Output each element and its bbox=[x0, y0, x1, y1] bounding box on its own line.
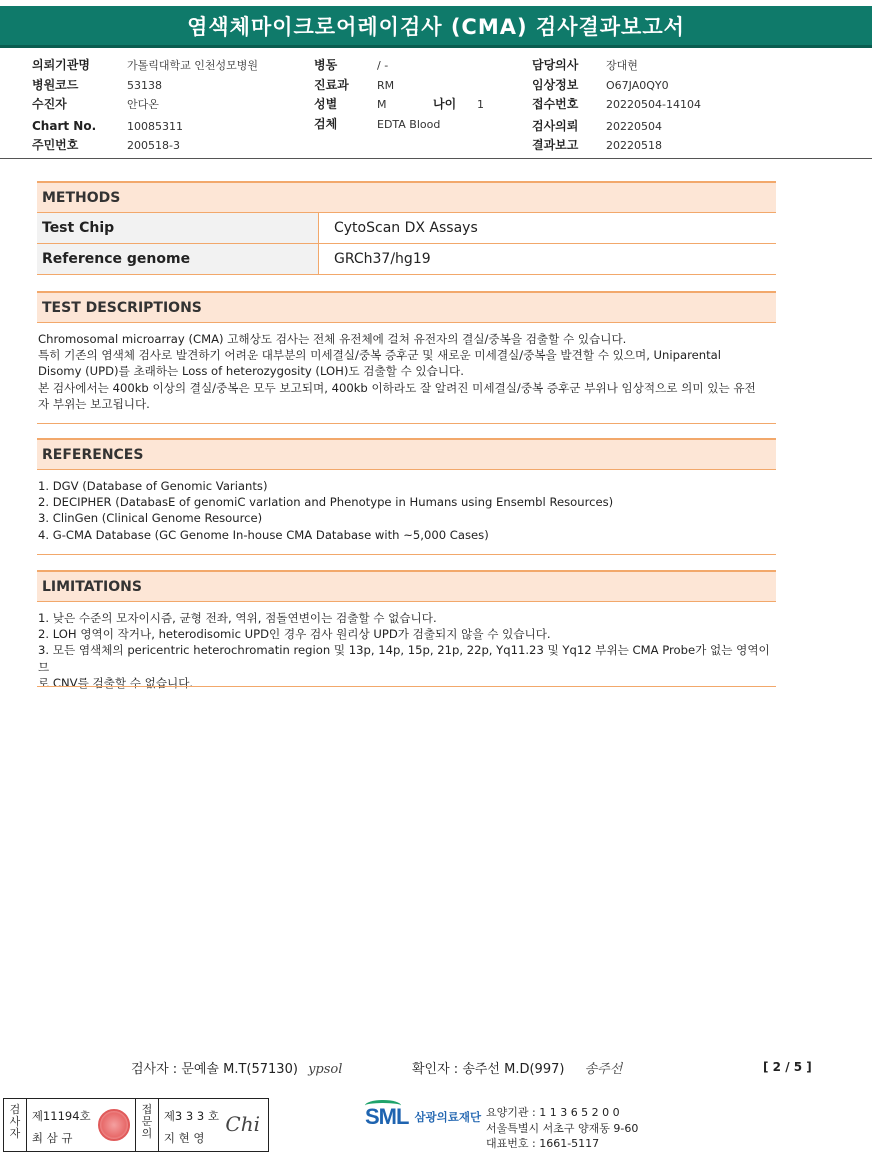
test-descriptions-heading: TEST DESCRIPTIONS bbox=[37, 291, 776, 323]
field-label: 병원코드 bbox=[32, 77, 79, 92]
vertical-char: 검 bbox=[9, 1103, 21, 1116]
tester-signature: ypsol bbox=[308, 1062, 343, 1077]
section-divider bbox=[37, 423, 776, 424]
cert-name: 최 삼 규 bbox=[31, 1131, 73, 1145]
field-label: 결과보고 bbox=[532, 138, 579, 152]
section-divider bbox=[37, 686, 776, 687]
field-value: 53138 bbox=[127, 78, 162, 92]
header-row bbox=[32, 95, 258, 115]
paragraph-line: 특히 기존의 염색체 검사로 발견하기 어려운 대부분의 미세결실/중복 증후군 및 새로운 미세결실/중복을 발견할 수 있으며, Uniparental bbox=[38, 348, 721, 363]
header-mid bbox=[314, 56, 533, 134]
methods-row-reference-genome bbox=[37, 244, 776, 275]
tester-cert-cell bbox=[27, 1099, 136, 1151]
field-label: 주민번호 bbox=[32, 138, 79, 152]
sml-logo-mark: SML bbox=[365, 1104, 409, 1129]
field-label: 성별 bbox=[314, 97, 338, 111]
limitations-list bbox=[38, 610, 776, 691]
sml-logo-name: 삼광의료재단 bbox=[414, 1110, 482, 1124]
references-list bbox=[38, 478, 776, 543]
list-item: 2. LOH 영역이 작거나, heterodisomic UPD인 경우 검사 원리상 UPD가 검출되지 않을 수 있습니다. bbox=[38, 627, 551, 642]
field-label: 의뢰기관명 bbox=[32, 58, 90, 72]
paragraph-line: 본 검사에서는 400kb 이상의 결실/중복은 모두 보고되며, 400kb 이하라도 잘 알려진 미세결실/중복 증후군 부위나 임상적으로 의미 있는 유전 bbox=[38, 380, 756, 395]
field-value: 20220504-14104 bbox=[606, 98, 701, 111]
header-right bbox=[532, 56, 701, 156]
list-item: 1. 낮은 수준의 모자이시즘, 균형 전좌, 역위, 점돌연변이는 검출할 수 없습니다. bbox=[38, 611, 437, 625]
test-descriptions-body bbox=[38, 331, 776, 412]
header-row bbox=[314, 56, 533, 76]
info-line: 대표번호 : 1661-5117 bbox=[486, 1137, 600, 1150]
header-row bbox=[314, 95, 533, 115]
methods-heading: METHODS bbox=[37, 181, 776, 213]
cert-number: 제3 3 3 호 bbox=[163, 1109, 219, 1123]
tester-label: 검사자 : 문예솔 M.T(57130) bbox=[131, 1062, 298, 1077]
field-label: 진료과 bbox=[314, 77, 349, 92]
methods-key: Test Chip bbox=[37, 213, 319, 243]
methods-key: Reference genome bbox=[37, 244, 319, 274]
confirmer-label: 확인자 : 송주선 M.D(997) bbox=[412, 1062, 565, 1077]
header-row bbox=[532, 95, 701, 115]
section-divider bbox=[37, 554, 776, 555]
field-value: 20220518 bbox=[606, 139, 662, 152]
sml-logo bbox=[365, 1104, 481, 1130]
paragraph-line: Disomy (UPD)를 초래하는 Loss of heterozygosity (LOH)도 검출할 수 있습니다. bbox=[38, 364, 464, 379]
field-label: 담당의사 bbox=[532, 58, 579, 72]
field-value: O67JA0QY0 bbox=[606, 78, 669, 92]
header-row bbox=[32, 136, 258, 156]
paragraph-line: 자 부위는 보고됩니다. bbox=[38, 396, 150, 411]
header-row bbox=[32, 117, 258, 137]
list-item: 2. DECIPHER (DatabasE of genomiC varIation and Phenotype in Humans using Ensembl Resources) bbox=[38, 495, 614, 510]
header-divider bbox=[0, 158, 872, 159]
tester-vertical-label bbox=[4, 1099, 27, 1151]
header-row bbox=[32, 56, 258, 76]
field-label: 임상정보 bbox=[532, 77, 579, 92]
field-label: 검체 bbox=[314, 116, 338, 131]
confirmer-signature-line bbox=[412, 1058, 622, 1077]
seal-stamp-icon bbox=[98, 1109, 130, 1141]
field-value: 20220504 bbox=[606, 119, 662, 133]
header-row bbox=[532, 117, 701, 137]
references-heading: REFERENCES bbox=[37, 438, 776, 470]
field-value: EDTA Blood bbox=[377, 117, 441, 131]
field-value: / - bbox=[377, 59, 389, 72]
vertical-char: 접 bbox=[141, 1103, 153, 1116]
tester-signature-line bbox=[131, 1058, 342, 1077]
header-row bbox=[532, 76, 701, 96]
vertical-char: 사 bbox=[9, 1115, 21, 1128]
field-value: 안다온 bbox=[127, 98, 159, 111]
field-value: M bbox=[377, 98, 387, 111]
field-value: 200518-3 bbox=[127, 139, 180, 152]
vertical-char: 문 bbox=[141, 1115, 153, 1128]
cert-name: 지 현 영 bbox=[163, 1131, 205, 1145]
methods-row-test-chip bbox=[37, 213, 776, 244]
field-value: 1 bbox=[477, 98, 484, 111]
header-row bbox=[532, 136, 701, 156]
header-left bbox=[32, 56, 258, 156]
methods-value: CytoScan DX Assays bbox=[334, 220, 478, 236]
vertical-char: 자 bbox=[9, 1127, 21, 1140]
info-line: 서울특별시 서초구 양재동 9-60 bbox=[486, 1121, 639, 1135]
list-item: 로 CNV를 검출할 수 없습니다. bbox=[38, 675, 194, 690]
list-item: 4. G-CMA Database (GC Genome In-house CMA Database with ~5,000 Cases) bbox=[38, 527, 489, 542]
header-row bbox=[32, 76, 258, 96]
specialist-vertical-label bbox=[136, 1099, 159, 1151]
paragraph-line: Chromosomal microarray (CMA) 고해상도 검사는 전체 유전체에 걸쳐 유전자의 결실/중복을 검출할 수 있습니다. bbox=[38, 332, 627, 346]
header-row bbox=[314, 115, 533, 135]
field-value: 장대현 bbox=[606, 59, 638, 72]
info-line: 요양기관 : 1 1 3 6 5 2 0 0 bbox=[486, 1106, 620, 1119]
methods-value: GRCh37/hg19 bbox=[334, 251, 431, 267]
specialist-cert-cell bbox=[159, 1099, 268, 1151]
field-label: Chart No. bbox=[32, 118, 97, 133]
cert-number: 제11194호 bbox=[31, 1109, 91, 1123]
list-item: 3. 모든 염색체의 pericentric heterochromatin region 및 13p, 14p, 15p, 21p, 22p, Yq11.23 및 Yq12 부위는 CMA Probe가 없는 영역이므 bbox=[38, 643, 770, 674]
header-row bbox=[532, 56, 701, 76]
page-number: [ 2 / 5 ] bbox=[763, 1060, 812, 1074]
header-row bbox=[314, 76, 533, 96]
footer-certification-box bbox=[3, 1098, 269, 1152]
field-value: 가톨릭대학교 인천성모병원 bbox=[127, 59, 259, 72]
list-item: 1. DGV (Database of Genomic Variants) bbox=[38, 479, 268, 493]
limitations-heading: LIMITATIONS bbox=[37, 570, 776, 602]
specialist-signature: Chi bbox=[225, 1112, 260, 1136]
vertical-char: 의 bbox=[141, 1127, 153, 1140]
field-label: 검사의뢰 bbox=[532, 118, 579, 133]
field-value: 10085311 bbox=[127, 119, 183, 133]
field-label: 접수번호 bbox=[532, 97, 579, 111]
field-label: 병동 bbox=[314, 58, 338, 72]
list-item: 3. ClinGen (Clinical Genome Resource) bbox=[38, 511, 263, 526]
report-title: 염색체마이크로어레이검사 (CMA) 검사결과보고서 bbox=[0, 6, 872, 48]
field-label: 수진자 bbox=[32, 97, 67, 111]
field-value: RM bbox=[377, 78, 395, 92]
field-label: 나이 bbox=[433, 97, 457, 111]
institution-info bbox=[486, 1105, 638, 1152]
confirmer-signature: 송주선 bbox=[584, 1062, 623, 1077]
